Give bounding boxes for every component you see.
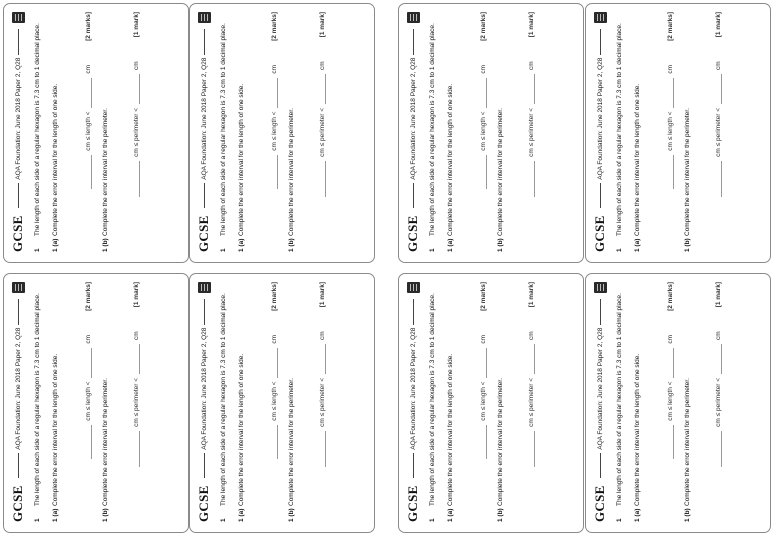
part-a-lower-blank[interactable]	[276, 155, 278, 189]
part-b-row	[684, 282, 691, 522]
part-a-unit: cm	[667, 64, 674, 74]
part-b-text: Complete the error interval for the perimeter.	[102, 378, 109, 506]
part-b-marks: [1 mark]	[319, 282, 326, 308]
part-b-lower-blank[interactable]	[138, 431, 140, 467]
part-b-marks: [1 mark]	[528, 282, 535, 308]
part-b-upper-blank[interactable]	[324, 344, 326, 374]
part-b-marks: [1 mark]	[715, 12, 722, 38]
part-a-lower-blank[interactable]	[276, 425, 278, 459]
question-card-1	[3, 3, 189, 263]
part-a-unit: cm	[271, 334, 278, 344]
part-b-marks: [1 mark]	[319, 12, 326, 38]
part-b-answer-mid: cm ≤ perimeter <	[528, 377, 535, 427]
question-number: 1	[616, 518, 623, 522]
part-b-answer	[133, 12, 140, 252]
calculator-icon	[198, 282, 211, 293]
part-a-marks: [2 marks]	[85, 12, 92, 41]
header-rule-right	[18, 299, 19, 325]
question-number: 1	[429, 518, 436, 522]
part-a-answer	[480, 12, 487, 252]
part-b-marks: [1 mark]	[133, 282, 140, 308]
question-stem: The length of each side of a regular hexagon is 7.3 cm to 1 decimal place.	[220, 293, 227, 506]
part-a-marks: [2 marks]	[667, 12, 674, 41]
part-b-lower-blank[interactable]	[720, 431, 722, 467]
part-b-text: Complete the error interval for the perimeter.	[288, 378, 295, 506]
part-b-upper-blank[interactable]	[720, 344, 722, 374]
calculator-icon	[198, 12, 211, 23]
question-number: 1	[616, 248, 623, 252]
part-b-label: 1 (b)	[684, 508, 691, 522]
part-a-row	[447, 282, 454, 522]
part-a-answer	[271, 282, 278, 522]
header-rule-right	[600, 29, 601, 55]
part-a-unit: cm	[667, 334, 674, 344]
question-stem: The length of each side of a regular hexagon is 7.3 cm to 1 decimal place.	[220, 23, 227, 236]
part-b-lower-blank[interactable]	[720, 161, 722, 197]
part-a-answer-mid: cm ≤ length <	[667, 111, 674, 151]
part-b-lower-blank[interactable]	[138, 161, 140, 197]
part-b-answer-mid: cm ≤ perimeter <	[528, 107, 535, 157]
part-b-text: Complete the error interval for the perimeter.	[684, 378, 691, 506]
question-number: 1	[220, 248, 227, 252]
part-a-row	[634, 282, 641, 522]
part-a-label: 1 (a)	[52, 508, 59, 522]
part-a-text: Complete the error interval for the length of one side.	[238, 353, 245, 506]
part-b-upper-blank[interactable]	[533, 344, 535, 374]
part-b-answer	[528, 12, 535, 252]
part-a-unit: cm	[271, 64, 278, 74]
calculator-icon	[594, 12, 607, 23]
part-b-lower-blank[interactable]	[324, 431, 326, 467]
question-stem-row	[616, 12, 624, 252]
part-a-answer-mid: cm ≤ length <	[667, 381, 674, 421]
part-a-answer	[480, 282, 487, 522]
part-a-unit: cm	[480, 334, 487, 344]
part-b-marks: [1 mark]	[715, 282, 722, 308]
card-content	[4, 4, 189, 263]
part-b-lower-blank[interactable]	[324, 161, 326, 197]
part-a-marks: [2 marks]	[85, 282, 92, 311]
header-rule-left	[413, 183, 414, 209]
part-b-upper-blank[interactable]	[138, 74, 140, 104]
header-rule-left	[204, 183, 205, 209]
header-rule-right	[204, 29, 205, 55]
part-a-answer	[667, 282, 674, 522]
card-header	[10, 12, 26, 252]
part-a-text: Complete the error interval for the length of one side.	[447, 83, 454, 236]
part-b-text: Complete the error interval for the perimeter.	[288, 108, 295, 236]
header-rule-right	[413, 29, 414, 55]
header-rule-left	[18, 453, 19, 479]
part-a-answer-mid: cm ≤ length <	[85, 381, 92, 421]
card-header	[196, 12, 212, 252]
card-header	[10, 282, 26, 522]
card-header	[196, 282, 212, 522]
part-a-row	[52, 12, 59, 252]
question-card-6	[189, 273, 375, 533]
part-a-label: 1 (a)	[238, 238, 245, 252]
part-b-answer-mid: cm ≤ perimeter <	[133, 107, 140, 157]
question-number: 1	[429, 248, 436, 252]
part-b-unit: cm	[715, 61, 722, 70]
card-content	[190, 274, 375, 533]
calculator-icon	[12, 12, 25, 23]
part-b-marks: [1 mark]	[133, 12, 140, 38]
question-number: 1	[34, 248, 41, 252]
part-b-text: Complete the error interval for the perimeter.	[497, 108, 504, 236]
part-a-lower-blank[interactable]	[672, 425, 674, 459]
part-b-label: 1 (b)	[288, 508, 295, 522]
card-content	[399, 4, 584, 263]
question-number: 1	[220, 518, 227, 522]
source-label: AQA Foundation: June 2018 Paper 2, Q28	[200, 327, 208, 450]
part-b-row	[288, 12, 295, 252]
part-b-label: 1 (b)	[497, 238, 504, 252]
card-content	[4, 274, 189, 533]
part-b-text: Complete the error interval for the perimeter.	[684, 108, 691, 236]
part-b-label: 1 (b)	[102, 238, 109, 252]
part-a-upper-blank[interactable]	[485, 78, 487, 108]
header-rule-left	[18, 183, 19, 209]
part-a-answer	[85, 282, 92, 522]
part-b-answer	[319, 12, 326, 252]
card-header	[405, 282, 421, 522]
calculator-icon	[407, 282, 420, 293]
question-card-4	[585, 3, 771, 263]
question-stem-row	[34, 282, 42, 522]
part-b-answer-mid: cm ≤ perimeter <	[715, 107, 722, 157]
part-b-text: Complete the error interval for the perimeter.	[497, 378, 504, 506]
part-b-unit: cm	[133, 331, 140, 340]
part-a-answer-mid: cm ≤ length <	[271, 111, 278, 151]
part-a-lower-blank[interactable]	[90, 425, 92, 459]
question-card-7	[398, 273, 584, 533]
card-content	[190, 4, 375, 263]
part-b-upper-blank[interactable]	[720, 74, 722, 104]
part-b-unit: cm	[319, 331, 326, 340]
part-b-row	[684, 12, 691, 252]
question-stem: The length of each side of a regular hexagon is 7.3 cm to 1 decimal place.	[34, 293, 41, 506]
part-a-upper-blank[interactable]	[276, 78, 278, 108]
question-card-3	[398, 3, 584, 263]
question-card-8	[585, 273, 771, 533]
part-a-answer	[271, 12, 278, 252]
part-a-label: 1 (a)	[634, 238, 641, 252]
part-b-label: 1 (b)	[102, 508, 109, 522]
card-header	[592, 12, 608, 252]
part-a-text: Complete the error interval for the length of one side.	[52, 353, 59, 506]
part-b-label: 1 (b)	[684, 238, 691, 252]
part-b-unit: cm	[715, 331, 722, 340]
part-a-row	[447, 12, 454, 252]
part-a-text: Complete the error interval for the length of one side.	[634, 353, 641, 506]
part-a-text: Complete the error interval for the length of one side.	[238, 83, 245, 236]
part-b-row	[102, 12, 109, 252]
header-rule-right	[204, 299, 205, 325]
part-a-row	[238, 282, 245, 522]
source-label: AQA Foundation: June 2018 Paper 2, Q28	[596, 327, 604, 450]
part-b-answer-mid: cm ≤ perimeter <	[715, 377, 722, 427]
part-b-upper-blank[interactable]	[138, 344, 140, 374]
part-b-answer-mid: cm ≤ perimeter <	[319, 377, 326, 427]
gcse-brand: GCSE	[10, 485, 25, 522]
card-header	[592, 282, 608, 522]
header-rule-left	[600, 453, 601, 479]
part-a-answer	[85, 12, 92, 252]
question-stem-row	[220, 282, 228, 522]
part-b-row	[102, 282, 109, 522]
part-b-row	[288, 282, 295, 522]
calculator-icon	[407, 12, 420, 23]
part-a-upper-blank[interactable]	[90, 348, 92, 378]
question-stem-row	[34, 12, 42, 252]
question-stem-row	[616, 282, 624, 522]
part-a-unit: cm	[480, 64, 487, 74]
part-b-answer	[715, 282, 722, 522]
part-a-upper-blank[interactable]	[90, 78, 92, 108]
part-b-answer-mid: cm ≤ perimeter <	[133, 377, 140, 427]
part-b-answer	[528, 282, 535, 522]
part-a-unit: cm	[85, 334, 92, 344]
part-a-label: 1 (a)	[238, 508, 245, 522]
header-rule-right	[413, 299, 414, 325]
part-a-marks: [2 marks]	[271, 12, 278, 41]
source-label: AQA Foundation: June 2018 Paper 2, Q28	[409, 57, 417, 180]
part-a-label: 1 (a)	[447, 238, 454, 252]
question-card-2	[189, 3, 375, 263]
part-a-label: 1 (a)	[52, 238, 59, 252]
part-b-row	[497, 12, 504, 252]
header-rule-left	[204, 453, 205, 479]
part-a-text: Complete the error interval for the length of one side.	[634, 83, 641, 236]
part-a-upper-blank[interactable]	[672, 78, 674, 108]
gcse-brand: GCSE	[592, 485, 607, 522]
question-card-5	[3, 273, 189, 533]
question-stem-row	[429, 282, 437, 522]
part-a-lower-blank[interactable]	[90, 155, 92, 189]
part-b-answer	[319, 282, 326, 522]
part-a-answer-mid: cm ≤ length <	[85, 111, 92, 151]
card-header	[405, 12, 421, 252]
question-stem-row	[429, 12, 437, 252]
header-rule-right	[600, 299, 601, 325]
part-a-label: 1 (a)	[634, 508, 641, 522]
question-stem: The length of each side of a regular hexagon is 7.3 cm to 1 decimal place.	[34, 23, 41, 236]
part-b-upper-blank[interactable]	[324, 74, 326, 104]
part-b-label: 1 (b)	[497, 508, 504, 522]
part-b-upper-blank[interactable]	[533, 74, 535, 104]
question-stem-row	[220, 12, 228, 252]
part-b-row	[497, 282, 504, 522]
source-label: AQA Foundation: June 2018 Paper 2, Q28	[596, 57, 604, 180]
part-b-label: 1 (b)	[288, 238, 295, 252]
card-content	[399, 274, 584, 533]
question-stem: The length of each side of a regular hexagon is 7.3 cm to 1 decimal place.	[429, 293, 436, 506]
part-a-answer-mid: cm ≤ length <	[480, 381, 487, 421]
source-label: AQA Foundation: June 2018 Paper 2, Q28	[14, 327, 22, 450]
part-b-marks: [1 mark]	[528, 12, 535, 38]
header-rule-left	[413, 453, 414, 479]
card-content	[586, 274, 771, 533]
source-label: AQA Foundation: June 2018 Paper 2, Q28	[14, 57, 22, 180]
part-b-answer	[715, 12, 722, 252]
part-b-answer-mid: cm ≤ perimeter <	[319, 107, 326, 157]
part-a-answer	[667, 12, 674, 252]
part-b-answer	[133, 282, 140, 522]
part-b-unit: cm	[133, 61, 140, 70]
part-a-marks: [2 marks]	[667, 282, 674, 311]
part-b-unit: cm	[319, 61, 326, 70]
part-a-text: Complete the error interval for the length of one side.	[447, 353, 454, 506]
part-a-answer-mid: cm ≤ length <	[271, 381, 278, 421]
part-a-lower-blank[interactable]	[672, 155, 674, 189]
question-stem: The length of each side of a regular hexagon is 7.3 cm to 1 decimal place.	[616, 293, 623, 506]
part-a-row	[238, 12, 245, 252]
gcse-brand: GCSE	[405, 215, 420, 252]
part-a-lower-blank[interactable]	[485, 155, 487, 189]
part-b-lower-blank[interactable]	[533, 161, 535, 197]
part-a-marks: [2 marks]	[480, 12, 487, 41]
part-a-label: 1 (a)	[447, 508, 454, 522]
gcse-brand: GCSE	[405, 485, 420, 522]
source-label: AQA Foundation: June 2018 Paper 2, Q28	[409, 327, 417, 450]
card-content	[586, 4, 771, 263]
gcse-brand: GCSE	[592, 215, 607, 252]
part-a-upper-blank[interactable]	[276, 348, 278, 378]
part-a-upper-blank[interactable]	[485, 348, 487, 378]
part-a-marks: [2 marks]	[480, 282, 487, 311]
part-a-row	[634, 12, 641, 252]
question-number: 1	[34, 518, 41, 522]
part-b-lower-blank[interactable]	[533, 431, 535, 467]
calculator-icon	[594, 282, 607, 293]
part-a-answer-mid: cm ≤ length <	[480, 111, 487, 151]
part-a-text: Complete the error interval for the length of one side.	[52, 83, 59, 236]
gcse-brand: GCSE	[10, 215, 25, 252]
source-label: AQA Foundation: June 2018 Paper 2, Q28	[200, 57, 208, 180]
header-rule-left	[600, 183, 601, 209]
header-rule-right	[18, 29, 19, 55]
part-b-unit: cm	[528, 331, 535, 340]
part-a-marks: [2 marks]	[271, 282, 278, 311]
part-b-unit: cm	[528, 61, 535, 70]
gcse-brand: GCSE	[196, 485, 211, 522]
question-stem: The length of each side of a regular hexagon is 7.3 cm to 1 decimal place.	[616, 23, 623, 236]
part-b-text: Complete the error interval for the perimeter.	[102, 108, 109, 236]
question-stem: The length of each side of a regular hexagon is 7.3 cm to 1 decimal place.	[429, 23, 436, 236]
part-a-upper-blank[interactable]	[672, 348, 674, 378]
calculator-icon	[12, 282, 25, 293]
gcse-brand: GCSE	[196, 215, 211, 252]
part-a-lower-blank[interactable]	[485, 425, 487, 459]
part-a-row	[52, 282, 59, 522]
part-a-unit: cm	[85, 64, 92, 74]
